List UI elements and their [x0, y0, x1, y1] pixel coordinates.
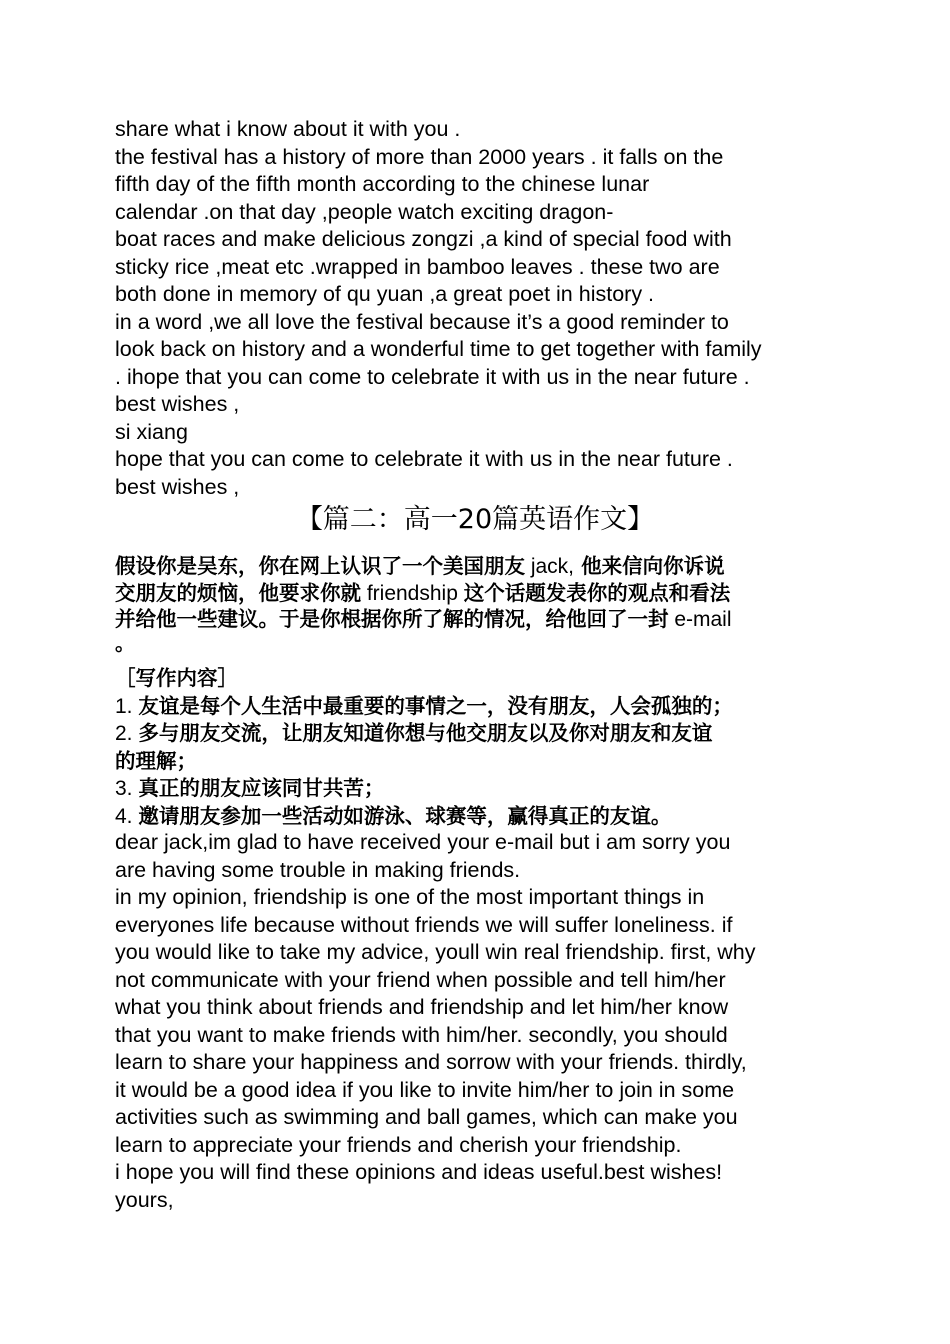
text-line: i hope you will find these opinions and ideas useful.best wishes! — [115, 1160, 723, 1184]
text-line: it would be a good idea if you like to invite him/her to join in some — [115, 1077, 735, 1102]
list-item-continued — [115, 748, 845, 776]
text-line: learn to share your happiness and sorrow with your friends. thirdly, — [115, 1050, 747, 1074]
prompt-text: e-mail — [668, 608, 732, 631]
prompt-line — [115, 606, 845, 633]
item-number: 3. — [115, 777, 139, 800]
list-item — [115, 803, 845, 831]
text-line: best wishes , — [115, 392, 240, 416]
festival-letter-text — [115, 116, 845, 501]
item-number: 2. — [115, 722, 139, 745]
text-line: look back on history and a wonderful time to get together with family — [115, 337, 762, 361]
prompt-text: 假设你是吴东，你在网上认识了一个美国朋友 — [115, 554, 525, 578]
text-line: boat races and make delicious zongzi ,a kind of special food with — [115, 227, 732, 251]
prompt-text: jack, — [525, 555, 575, 578]
item-number: 4. — [115, 804, 139, 828]
text-line: the festival has a history of more than 2000 years . it falls on the — [115, 144, 724, 169]
text-line: calendar .on that day ,people watch exciting dragon- — [115, 199, 614, 224]
text-line: sticky rice ,meat etc .wrapped in bamboo leaves . these two are — [115, 254, 720, 279]
prompt-end-mark: 。 — [115, 631, 135, 655]
item-number: 1. — [115, 694, 139, 718]
text-line: learn to appreciate your friends and cherish your friendship. — [115, 1132, 682, 1157]
text-line: are having some trouble in making friends. — [115, 857, 521, 882]
text-line: fifth day of the fifth month according to the chinese lunar — [115, 172, 650, 196]
text-line: in my opinion, friendship is one of the most important things in — [115, 885, 705, 909]
item-text: 友谊是每个人生活中最重要的事情之一，没有朋友，人会孤独的； — [138, 693, 733, 718]
item-text: 多与朋友交流，让朋友知道你想与他交朋友以及你对朋友和友谊 — [138, 721, 713, 745]
friendship-letter-text — [115, 829, 845, 1214]
prompt-text: friendship — [361, 581, 464, 605]
prompt-text: 交朋友的烦恼，他要求你就 — [115, 580, 361, 605]
text-line: both done in memory of qu yuan ,a great poet in history . — [115, 282, 655, 306]
requirements-title — [115, 665, 845, 693]
text-line: yours, — [115, 1187, 174, 1212]
text-line: what you think about friends and friendship and let him/her know — [115, 995, 729, 1019]
text-line: everyones life because without friends we will suffer loneliness. if — [115, 912, 733, 937]
item-text: 邀请朋友参加一些活动如游泳、球赛等，赢得真正的友谊。 — [138, 803, 672, 828]
list-item — [115, 775, 845, 803]
text-line: share what i know about it with you . — [115, 117, 461, 141]
text-line: you would like to take my advice, youll win real friendship. first, why — [115, 940, 756, 964]
text-line: that you want to make friends with him/her. secondly, you should — [115, 1022, 728, 1047]
item-text: 真正的朋友应该同甘共苦； — [138, 776, 385, 800]
text-line: not communicate with your friend when possible and tell him/her — [115, 967, 726, 992]
text-line: activities such as swimming and ball games, which can make you — [115, 1105, 738, 1129]
list-item — [115, 693, 845, 721]
list-item — [115, 720, 845, 748]
requirements-title-text: ［写作内容］ — [115, 666, 238, 690]
text-line: hope that you can come to celebrate it with us in the near future . — [115, 447, 733, 471]
item-text: 的理解； — [115, 748, 197, 773]
section-heading: 【篇二：高一20篇英语作文】 — [295, 504, 655, 535]
text-line: si xiang — [115, 419, 188, 444]
prompt-line — [115, 553, 845, 580]
requirements-list — [115, 665, 845, 830]
text-line: in a word ,we all love the festival because it’s a good reminder to — [115, 309, 729, 334]
prompt-text: 这个话题发表你的观点和看法 — [463, 580, 731, 605]
text-line: dear jack,im glad to have received your e-mail but i am sorry you — [115, 830, 731, 854]
text-line: . ihope that you can come to celebrate it with us in the near future . — [115, 364, 750, 389]
prompt-text: 他来信向你诉说 — [574, 554, 725, 578]
prompt-text: 并给他一些建议。于是你根据你所了解的情况，给他回了一封 — [115, 607, 669, 631]
prompt-line — [115, 580, 845, 607]
text-line: best wishes , — [115, 474, 240, 499]
writing-prompt — [115, 553, 845, 633]
